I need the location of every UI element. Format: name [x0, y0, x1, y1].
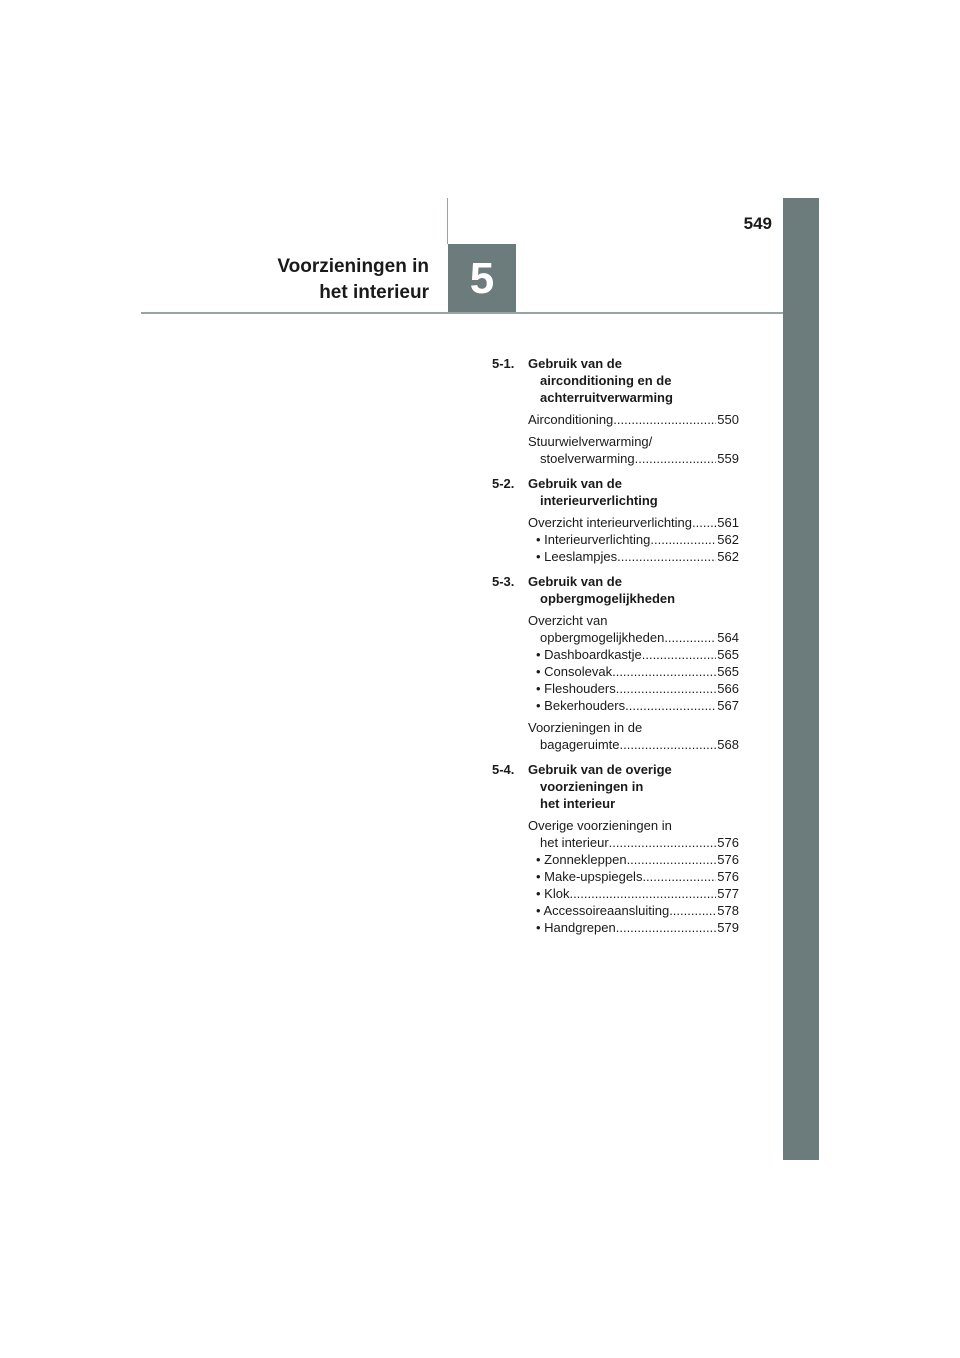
toc-subentry[interactable] [528, 851, 739, 868]
page-number: 549 [743, 214, 772, 233]
section-title [528, 573, 675, 607]
subentry-page: 577 [717, 886, 739, 901]
toc-subentry[interactable] [528, 646, 739, 663]
chapter-side-tab [783, 198, 819, 1160]
section-title-line: Gebruik van de [528, 356, 622, 371]
entry-label: Overige voorzieningen in [528, 818, 672, 833]
section-title-line: het interieur [540, 796, 616, 811]
entry-label: het interieur [540, 835, 609, 850]
dot-leader [617, 548, 716, 565]
entry-page: 561 [717, 515, 739, 530]
toc-section [492, 761, 739, 936]
subentry-label: • Bekerhouders [536, 698, 626, 713]
subentry-label: • Consolevak [536, 664, 613, 679]
subentry-label: • Klok [536, 886, 570, 901]
dot-leader [635, 450, 717, 467]
entry-line [528, 612, 739, 629]
toc-entry[interactable] [528, 411, 739, 428]
subentry-page: 567 [717, 698, 739, 713]
subentry-label: • Zonnekleppen [536, 852, 627, 867]
dot-leader [612, 663, 716, 680]
dot-leader [642, 646, 717, 663]
chapter-title-line: het interieur [319, 282, 429, 303]
entry-label: Overzicht van [528, 613, 608, 628]
section-title-line: interieurverlichting [540, 493, 658, 508]
section-title-line: Gebruik van de overige [528, 762, 672, 777]
toc-entry[interactable] [528, 817, 739, 936]
entry-line [528, 433, 739, 450]
header-horizontal-rule [141, 312, 783, 314]
entry-line [528, 719, 739, 736]
section-heading [492, 761, 739, 812]
subentry-page: 576 [717, 852, 739, 867]
toc-entry[interactable] [528, 433, 739, 467]
subentry-page: 579 [717, 920, 739, 935]
dot-leader [627, 851, 717, 868]
section-number: 5-3. [492, 574, 515, 589]
chapter-number-box: 5 [448, 244, 516, 313]
entry-page: 550 [717, 412, 739, 427]
section-heading [492, 355, 739, 406]
subentry-page: 566 [717, 681, 739, 696]
toc-subentry[interactable] [528, 885, 739, 902]
entry-label: stoelverwarming [540, 451, 635, 466]
subentry-page: 565 [717, 664, 739, 679]
dot-leader [609, 834, 717, 851]
subentry-label: • Interieurverlichting [536, 532, 651, 547]
toc-subentry[interactable] [528, 868, 739, 885]
toc-entry[interactable] [528, 514, 739, 565]
toc-subentry[interactable] [528, 531, 739, 548]
toc-section [492, 573, 739, 753]
entry-label: Voorzieningen in de [528, 720, 643, 735]
header-vertical-rule [447, 198, 448, 244]
dot-leader [664, 629, 716, 646]
subentry-page: 562 [717, 532, 739, 547]
entry-line [528, 834, 739, 851]
toc-subentry[interactable] [528, 663, 739, 680]
dot-leader [620, 736, 717, 753]
dot-leader [569, 885, 716, 902]
subentry-label: • Dashboardkastje [536, 647, 642, 662]
entry-label: Stuurwielverwarming/ [528, 434, 653, 449]
chapter-title-line: Voorzieningen in [277, 256, 429, 277]
subentry-label: • Leeslampjes [536, 549, 618, 564]
toc-section [492, 475, 739, 565]
dot-leader [625, 697, 716, 714]
toc-subentry[interactable] [528, 919, 739, 936]
dot-leader [616, 680, 717, 697]
toc-entry[interactable] [528, 719, 739, 753]
toc-entry[interactable] [528, 612, 739, 714]
subentry-label: • Handgrepen [536, 920, 616, 935]
section-number: 5-2. [492, 476, 515, 491]
section-heading [492, 573, 739, 607]
entry-line [528, 411, 739, 428]
section-number: 5-1. [492, 356, 515, 371]
entry-page: 564 [717, 630, 739, 645]
entry-line [528, 817, 739, 834]
entry-line [528, 736, 739, 753]
toc-subentry[interactable] [528, 697, 739, 714]
subentry-label: • Fleshouders [536, 681, 616, 696]
toc-subentry[interactable] [528, 680, 739, 697]
subentry-label: • Make-upspiegels [536, 869, 643, 884]
section-title-line: opbergmogelijkheden [540, 591, 676, 606]
section-title [528, 761, 672, 812]
section-title [528, 355, 673, 406]
subentry-page: 578 [717, 903, 739, 918]
table-of-contents [492, 355, 739, 944]
entry-page: 568 [717, 737, 739, 752]
entry-line [528, 450, 739, 467]
entry-label: bagageruimte [540, 737, 620, 752]
section-title-line: Gebruik van de [528, 574, 622, 589]
dot-leader [616, 919, 717, 936]
chapter-title [277, 254, 429, 306]
section-heading [492, 475, 739, 509]
section-title [528, 475, 658, 509]
entry-page: 576 [717, 835, 739, 850]
toc-subentry[interactable] [528, 902, 739, 919]
subentry-page: 562 [717, 549, 739, 564]
entry-label: Overzicht interieurverlichting [528, 515, 693, 530]
dot-leader [669, 902, 716, 919]
dot-leader [642, 868, 716, 885]
entry-line [528, 514, 739, 531]
toc-section [492, 355, 739, 467]
subentry-page: 565 [717, 647, 739, 662]
subentry-label: • Accessoireaansluiting [536, 903, 670, 918]
dot-leader [650, 531, 716, 548]
entry-label: Airconditioning [528, 412, 614, 427]
section-title-line: achterruitverwarming [540, 390, 673, 405]
toc-subentry[interactable] [528, 548, 739, 565]
section-title-line: airconditioning en de [540, 373, 672, 388]
entry-page: 559 [717, 451, 739, 466]
entry-line [528, 629, 739, 646]
dot-leader [692, 514, 716, 531]
section-title-line: Gebruik van de [528, 476, 622, 491]
entry-label: opbergmogelijkheden [540, 630, 665, 645]
subentry-page: 576 [717, 869, 739, 884]
dot-leader [613, 411, 716, 428]
section-title-line: voorzieningen in [540, 779, 644, 794]
section-number: 5-4. [492, 762, 515, 777]
